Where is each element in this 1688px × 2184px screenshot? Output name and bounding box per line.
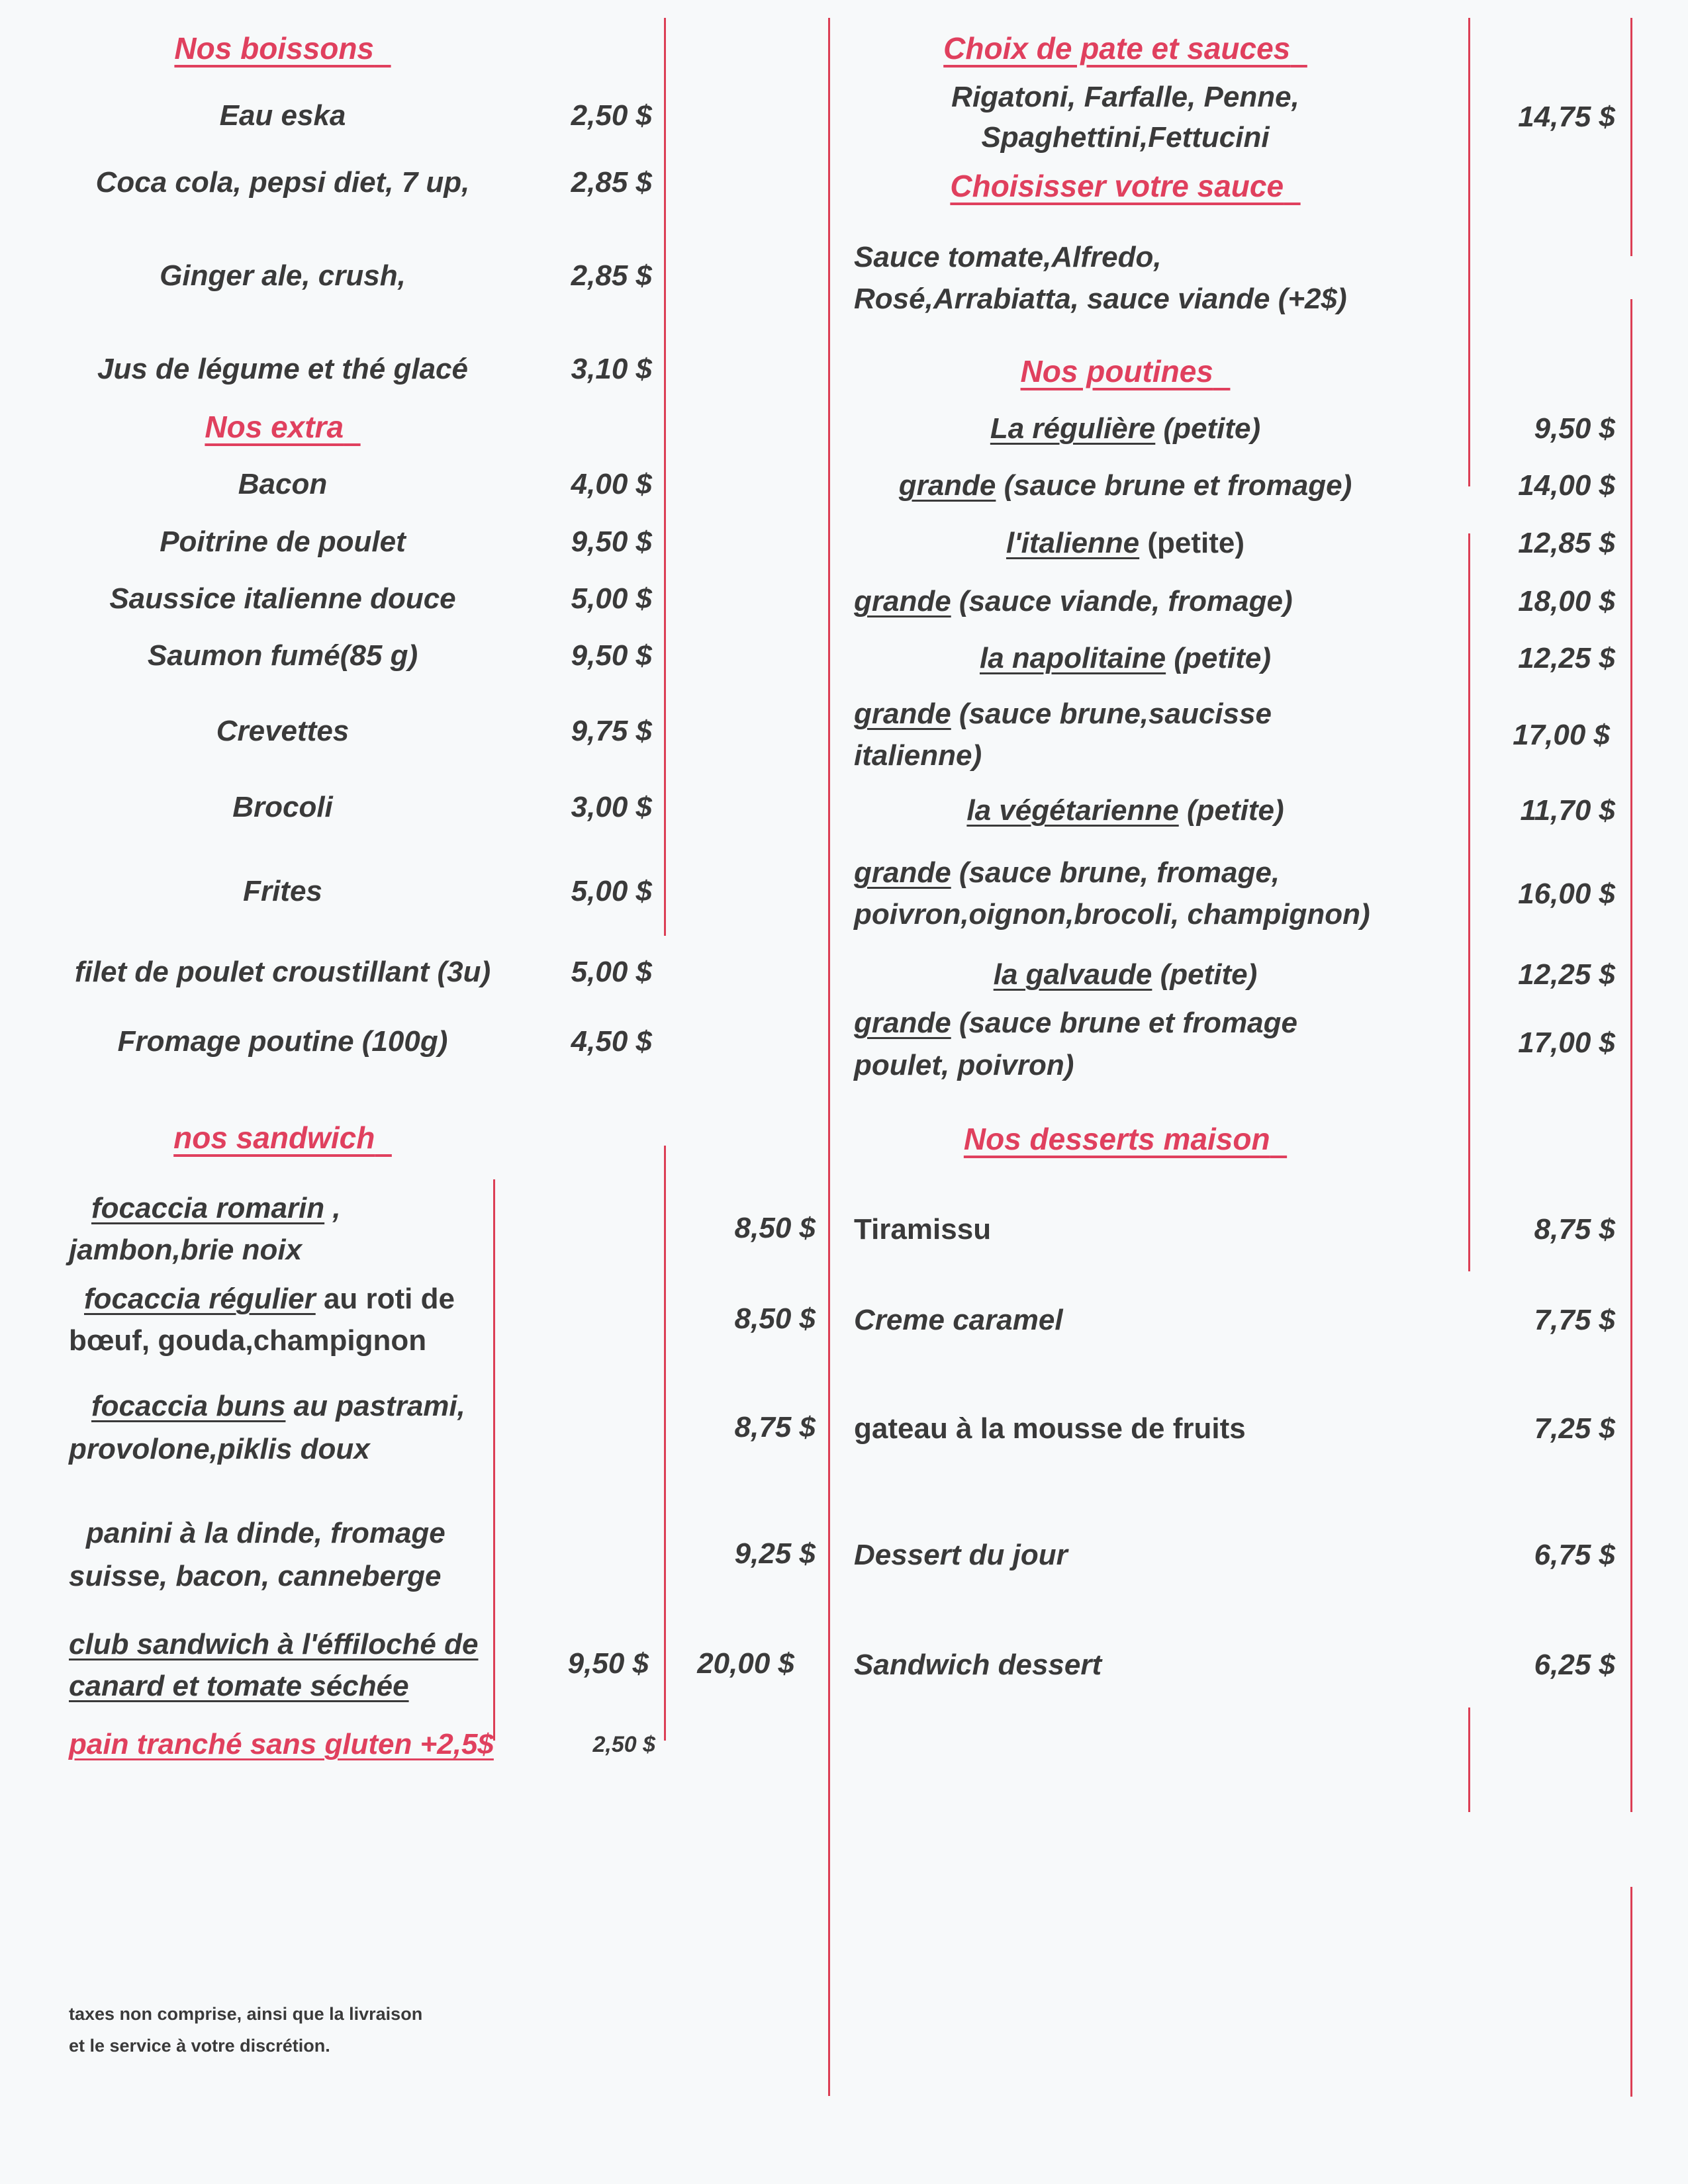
item-price: 2,85 $ <box>571 166 652 199</box>
poutine-title: la végétarienne <box>966 794 1179 827</box>
poutine-item <box>994 954 1258 995</box>
poutine-desc: poivron,oignon,brocoli, champignon) <box>854 898 1370 931</box>
item-price: 7,75 $ <box>1534 1304 1615 1336</box>
poutine-title: l'italienne <box>1006 527 1140 559</box>
dessert-name: Sandwich dessert <box>854 1649 1102 1681</box>
sandwich-title: club sandwich à l'éffiloché de <box>69 1628 479 1661</box>
dessert-name: Creme caramel <box>854 1304 1063 1336</box>
poutine-item <box>980 638 1271 679</box>
sandwich-desc: bœuf, gouda,champignon <box>69 1324 427 1357</box>
item-price: 12,85 $ <box>1518 527 1615 559</box>
item-price: 2,50 $ <box>571 99 652 132</box>
item-price: 3,00 $ <box>571 791 652 823</box>
poutine-desc: (petite) <box>1178 794 1284 827</box>
item-name: Frites <box>243 875 322 907</box>
poutine-desc: (petite) <box>1155 412 1261 445</box>
poutine-desc: (sauce brune et fromage <box>951 1007 1297 1039</box>
item-price: 8,75 $ <box>1534 1213 1615 1246</box>
poutine-desc: (sauce brune et fromage) <box>996 469 1352 502</box>
item-price: 9,50 $ <box>571 639 652 672</box>
item-price: 12,25 $ <box>1518 642 1615 674</box>
poutine-item <box>990 408 1260 449</box>
section-heading-sandwich: nos sandwich <box>173 1120 375 1155</box>
poutine-desc: (sauce brune, fromage, <box>951 856 1280 889</box>
item-price: 16,00 $ <box>1518 878 1615 910</box>
item-name: Coca cola, pepsi diet, 7 up, <box>95 166 470 199</box>
sandwich-title-suffix: au roti de <box>315 1283 455 1315</box>
poutine-title: la napolitaine <box>979 642 1166 674</box>
sandwich-title-line <box>91 1386 465 1427</box>
item-name: Crevettes <box>216 715 350 747</box>
dessert-name: gateau à la mousse de fruits <box>854 1412 1246 1445</box>
poutine-desc: italienne) <box>854 739 982 772</box>
item-price: 11,70 $ <box>1520 794 1615 827</box>
item-name: Brocoli <box>232 791 333 823</box>
footer-note: et le service à votre discrétion. <box>69 2036 330 2056</box>
section-heading-desserts: Nos desserts maison <box>963 1122 1270 1156</box>
section-heading-sauce: Choisisser votre sauce <box>950 169 1284 203</box>
poutine-desc: (sauce brune,saucisse <box>951 698 1272 730</box>
item-price: 5,00 $ <box>571 956 652 988</box>
poutine-item <box>854 1003 1297 1044</box>
item-price: 6,75 $ <box>1534 1539 1615 1571</box>
item-price: 9,50 $ <box>1534 412 1615 445</box>
item-price-combo: 20,00 $ <box>697 1647 794 1680</box>
sandwich-title: focaccia buns <box>91 1390 286 1422</box>
item-price: 4,50 $ <box>571 1025 652 1058</box>
column-rule <box>664 1146 666 1741</box>
poutine-item <box>899 465 1352 506</box>
sandwich-desc: panini à la dinde, fromage <box>86 1517 445 1549</box>
poutine-title: La régulière <box>990 412 1156 445</box>
poutine-desc: poulet, poivron) <box>854 1049 1074 1081</box>
item-price: 5,00 $ <box>571 582 652 615</box>
poutine-desc: (petite) <box>1152 958 1258 991</box>
poutine-title: grande <box>854 698 951 730</box>
item-price: 3,10 $ <box>571 353 652 385</box>
item-price: 7,25 $ <box>1534 1412 1615 1445</box>
poutine-item <box>854 852 1280 893</box>
section-heading-pates: Choix de pate et sauces <box>943 31 1291 66</box>
item-name: Poitrine de poulet <box>160 525 406 558</box>
item-price: 12,25 $ <box>1518 958 1615 991</box>
column-rule <box>828 18 830 2096</box>
section-heading-poutines: Nos poutines <box>1020 354 1213 388</box>
pasta-list: Rigatoni, Farfalle, Penne, <box>951 81 1299 113</box>
item-price: 6,25 $ <box>1534 1649 1615 1681</box>
item-name: Ginger ale, crush, <box>160 259 406 292</box>
sandwich-title-line <box>84 1279 455 1320</box>
dessert-name: Dessert du jour <box>854 1539 1068 1571</box>
sauce-list: Rosé,Arrabiatta, sauce viande (+2$) <box>854 283 1347 315</box>
item-price: 4,00 $ <box>571 468 652 500</box>
item-name: Bacon <box>238 468 328 500</box>
item-name: Eau eska <box>219 99 346 132</box>
item-price: 17,00 $ <box>1518 1026 1615 1059</box>
poutine-item <box>854 581 1293 622</box>
item-price: 18,00 $ <box>1518 585 1615 617</box>
item-price: 8,50 $ <box>734 1302 816 1335</box>
section-heading-extra: Nos extra <box>205 410 344 444</box>
sandwich-title-line <box>91 1188 341 1229</box>
item-price: 14,00 $ <box>1518 469 1615 502</box>
item-price: 9,25 $ <box>734 1537 816 1570</box>
column-rule <box>1630 1887 1632 2097</box>
poutine-item <box>966 790 1284 831</box>
item-name: filet de poulet croustillant (3u) <box>74 956 491 988</box>
sandwich-title-suffix: , <box>324 1192 341 1224</box>
sandwich-title: focaccia régulier <box>84 1283 316 1315</box>
section-heading-boissons: Nos boissons <box>174 31 375 66</box>
column-rule <box>664 18 666 936</box>
item-price: 8,75 $ <box>734 1411 816 1443</box>
gluten-free-option: pain tranché sans gluten +2,5$ <box>69 1728 494 1760</box>
column-rule <box>1468 1707 1470 1812</box>
item-name: Saumon fumé(85 g) <box>147 639 418 672</box>
column-rule <box>1630 299 1632 1812</box>
item-price: 9,75 $ <box>571 715 652 747</box>
sandwich-title: focaccia romarin <box>91 1192 325 1224</box>
poutine-item <box>854 694 1272 735</box>
item-price: 2,85 $ <box>571 259 652 292</box>
poutine-title: grande <box>898 469 996 502</box>
sandwich-desc: suisse, bacon, canneberge <box>69 1560 442 1592</box>
item-price-single: 9,50 $ <box>567 1647 649 1680</box>
poutine-title: la galvaude <box>993 958 1152 991</box>
poutine-title: grande <box>854 585 951 617</box>
item-name: Jus de légume et thé glacé <box>97 353 468 385</box>
item-price: 8,50 $ <box>734 1212 816 1244</box>
column-rule <box>1468 18 1470 486</box>
sandwich-desc: jambon,brie noix <box>69 1234 303 1266</box>
item-price: 2,50 $ <box>592 1732 655 1757</box>
item-price: 9,50 $ <box>571 525 652 558</box>
footer-note: taxes non comprise, ainsi que la livraison <box>69 2004 423 2024</box>
poutine-title: grande <box>854 856 951 889</box>
column-rule <box>493 1179 495 1741</box>
dessert-name: Tiramissu <box>854 1213 992 1246</box>
poutine-item <box>1006 523 1244 564</box>
column-rule <box>1630 18 1632 256</box>
sandwich-title-suffix: au pastrami, <box>285 1390 465 1422</box>
sauce-list: Sauce tomate,Alfredo, <box>854 241 1162 273</box>
item-name: Fromage poutine (100g) <box>117 1025 448 1058</box>
column-rule <box>1468 533 1470 1271</box>
poutine-desc: (petite) <box>1139 527 1245 559</box>
poutine-desc: (petite) <box>1166 642 1272 674</box>
pasta-list: Spaghettini,Fettucini <box>981 121 1270 154</box>
sandwich-desc: provolone,piklis doux <box>69 1433 370 1465</box>
poutine-desc: (sauce viande, fromage) <box>951 585 1293 617</box>
item-price: 17,00 $ <box>1513 719 1610 751</box>
poutine-title: grande <box>854 1007 951 1039</box>
item-price: 14,75 $ <box>1518 101 1615 133</box>
item-price: 5,00 $ <box>571 875 652 907</box>
item-name: Saussice italienne douce <box>109 582 456 615</box>
sandwich-title: canard et tomate séchée <box>69 1670 409 1702</box>
